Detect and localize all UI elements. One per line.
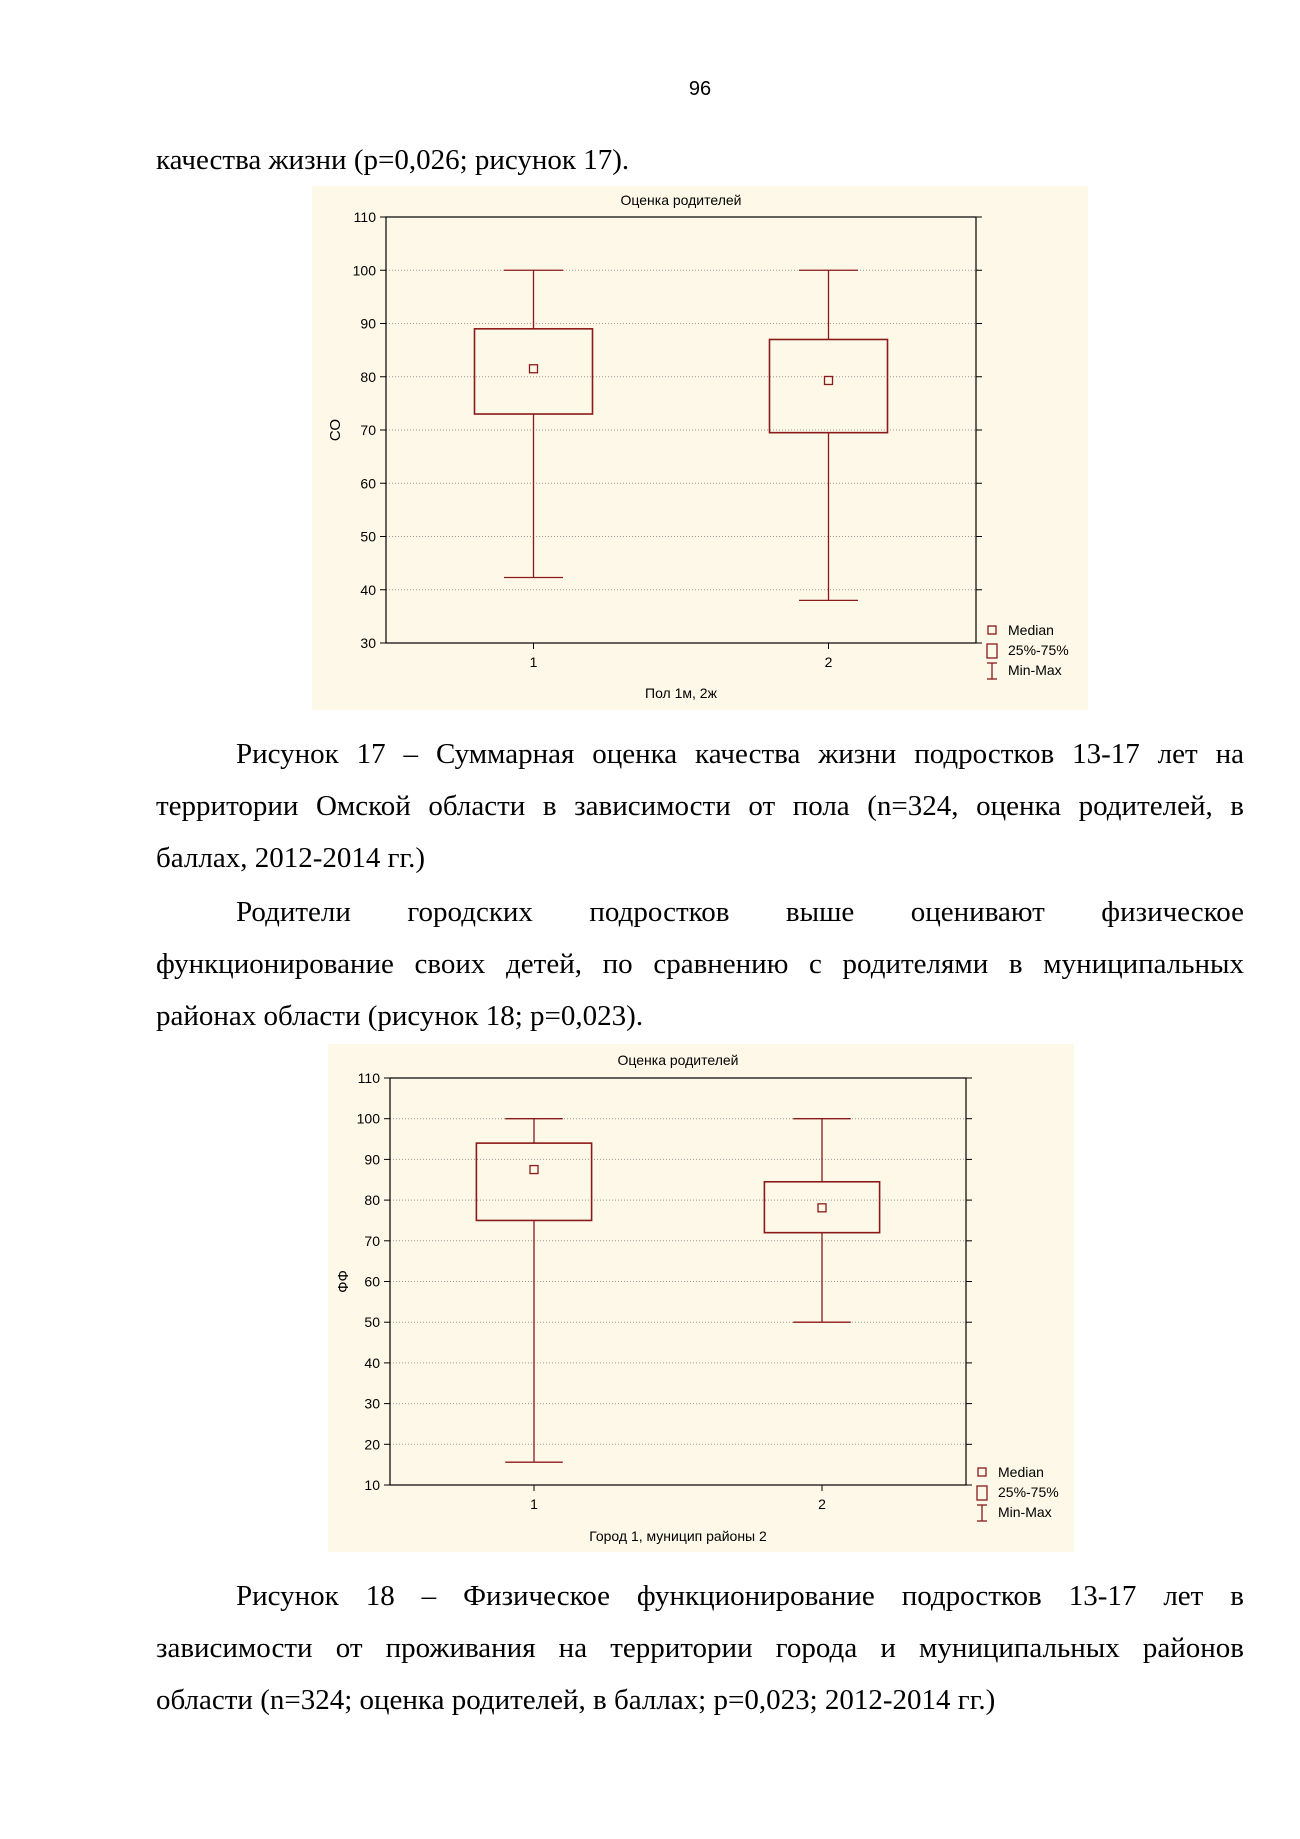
median-marker xyxy=(818,1204,826,1212)
y-tick-label: 110 xyxy=(357,1070,380,1086)
median-marker xyxy=(825,376,833,384)
caption-line: Рисунок 18 – Физическое функционирование подростков 13-17 лет в xyxy=(236,1580,1244,1612)
y-tick-label: 110 xyxy=(353,209,376,225)
paragraph-physical xyxy=(156,886,1244,1042)
chart-title: Оценка родителей xyxy=(620,192,742,208)
y-tick-label: 40 xyxy=(360,581,376,598)
y-tick-label: 50 xyxy=(364,1314,380,1331)
caption-line: области (n=324; оценка родителей, в баллах; p=0,023; 2012-2014 гг.) xyxy=(156,1684,996,1716)
legend-minmax-label: Min-Max xyxy=(1008,662,1062,678)
y-tick-label: 30 xyxy=(364,1395,380,1412)
y-tick-label: 50 xyxy=(360,528,376,545)
legend-median-label: Median xyxy=(998,1464,1044,1480)
legend xyxy=(987,622,1069,679)
legend xyxy=(977,1464,1059,1521)
x-axis-label: Пол 1м, 2ж xyxy=(645,685,717,701)
legend-box-icon xyxy=(987,644,997,658)
y-axis-label: ФФ xyxy=(335,1270,352,1293)
y-tick-label: 30 xyxy=(360,635,376,651)
caption-line: зависимости от проживания на территории города и муниципальных районов xyxy=(156,1632,1244,1664)
legend-median-icon xyxy=(988,626,996,634)
x-tick-label: 2 xyxy=(824,654,833,670)
box-iqr xyxy=(770,339,888,432)
legend-box-icon xyxy=(977,1486,987,1500)
y-tick-label: 70 xyxy=(364,1232,380,1249)
y-tick-label: 100 xyxy=(356,1110,380,1127)
figure-18-chart xyxy=(328,1044,1074,1552)
x-tick-label: 1 xyxy=(530,1496,538,1512)
caption-line: баллах, 2012-2014 гг.) xyxy=(156,842,426,874)
figure-18-svg xyxy=(328,1044,1074,1552)
text-line: качества жизни (p=0,026; рисунок 17). xyxy=(156,144,630,176)
text-line: районах области (рисунок 18; p=0,023). xyxy=(156,1000,644,1032)
y-tick-label: 60 xyxy=(364,1273,380,1290)
box-iqr xyxy=(476,1143,591,1220)
legend-median-icon xyxy=(978,1468,986,1476)
y-tick-label: 70 xyxy=(360,422,376,438)
y-tick-label: 100 xyxy=(352,262,376,279)
caption-line: Рисунок 17 – Суммарная оценка качества жизни подростков 13-17 лет на xyxy=(236,738,1244,770)
x-axis-label: Город 1, муницип районы 2 xyxy=(589,1528,767,1544)
y-axis-label: СО xyxy=(327,418,344,442)
figure-17-chart xyxy=(312,186,1088,710)
chart-title: Оценка родителей xyxy=(617,1052,739,1068)
y-tick-label: 10 xyxy=(364,1477,380,1493)
y-tick-label: 60 xyxy=(360,475,376,492)
box-iqr xyxy=(764,1182,879,1233)
y-tick-label: 80 xyxy=(360,368,376,385)
box-iqr xyxy=(475,329,593,414)
legend-box-label: 25%-75% xyxy=(998,1484,1059,1500)
page-number: 96 xyxy=(688,78,712,100)
text-line: функционирование своих детей, по сравнению с родителями в муниципальных xyxy=(156,948,1244,980)
paragraph-intro xyxy=(156,134,1244,186)
caption-line: территории Омской области в зависимости от пола (n=324, оценка родителей, в xyxy=(156,790,1244,822)
text-line: Родители городских подростков выше оценивают физическое xyxy=(236,896,1244,928)
x-tick-label: 1 xyxy=(529,654,538,670)
y-tick-label: 20 xyxy=(364,1436,380,1453)
y-tick-label: 40 xyxy=(364,1354,380,1371)
legend-median-label: Median xyxy=(1008,622,1054,638)
median-marker xyxy=(530,1166,538,1174)
median-marker xyxy=(530,365,538,373)
figure-17-svg xyxy=(312,186,1088,710)
y-tick-label: 80 xyxy=(364,1192,380,1209)
legend-minmax-label: Min-Max xyxy=(998,1504,1052,1520)
x-tick-label: 2 xyxy=(818,1496,826,1512)
y-tick-label: 90 xyxy=(360,315,376,332)
y-tick-label: 90 xyxy=(364,1151,380,1168)
caption-figure-17 xyxy=(156,728,1244,884)
legend-box-label: 25%-75% xyxy=(1008,642,1069,658)
caption-figure-18 xyxy=(156,1570,1244,1726)
